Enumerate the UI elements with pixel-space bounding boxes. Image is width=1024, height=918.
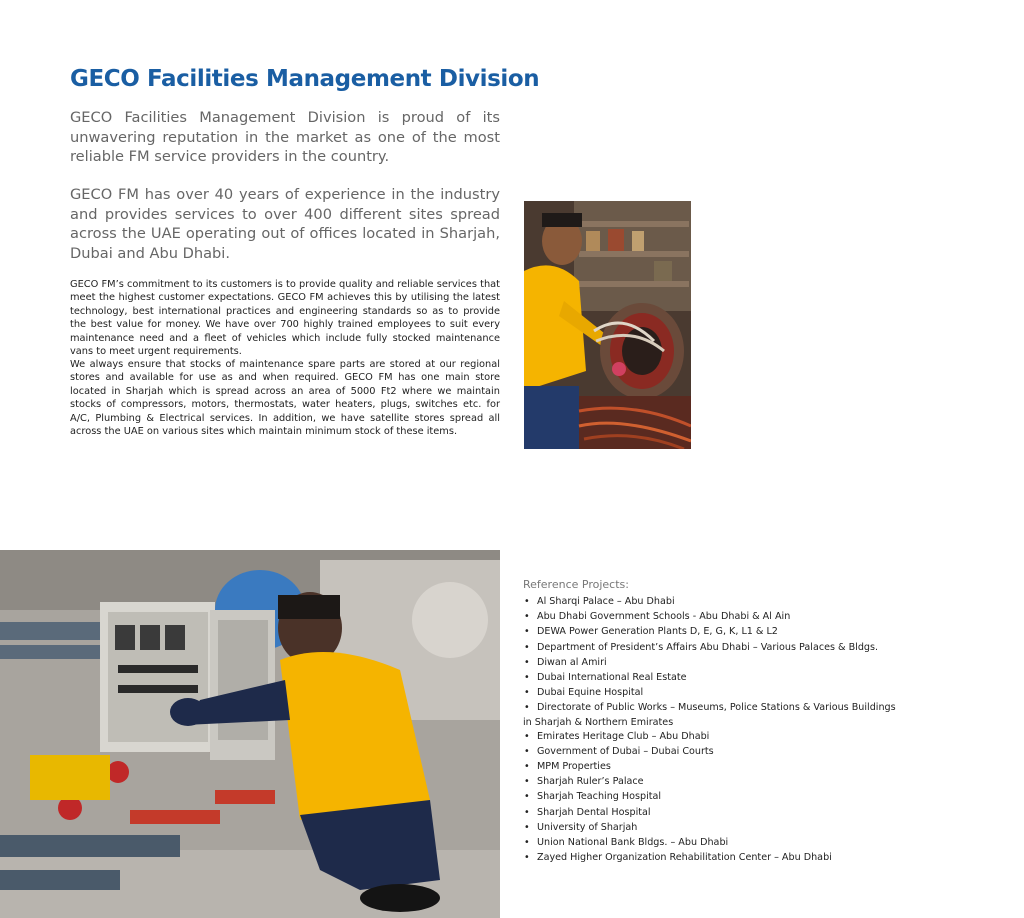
bullet-icon: • bbox=[524, 702, 530, 714]
list-item: • Diwan al Amiri bbox=[523, 655, 913, 670]
technician-control-panel-photo bbox=[0, 550, 500, 918]
bullet-icon: • bbox=[524, 687, 530, 699]
bullet-icon: • bbox=[524, 837, 530, 849]
list-item: • Abu Dhabi Government Schools - Abu Dhabi & Al Ain bbox=[523, 609, 913, 624]
list-item: • DEWA Power Generation Plants D, E, G, K, L1 & L2 bbox=[523, 624, 913, 639]
list-item: • Dubai International Real Estate bbox=[523, 670, 913, 685]
technician-motor-photo bbox=[524, 201, 691, 449]
bullet-icon: • bbox=[524, 656, 530, 668]
list-item: • Sharjah Dental Hospital bbox=[523, 805, 913, 820]
bullet-icon: • bbox=[524, 791, 530, 803]
list-item: • Sharjah Ruler’s Palace bbox=[523, 774, 913, 789]
bullet-icon: • bbox=[524, 596, 530, 607]
reference-projects-list bbox=[523, 594, 913, 865]
list-item: • Government of Dubai – Dubai Courts bbox=[523, 744, 913, 759]
list-item: • Directorate of Public Works – Museums, Police Stations & Various Buildings in Sharjah & Northern Emirates bbox=[523, 700, 913, 728]
list-item: • Zayed Higher Organization Rehabilitation Center – Abu Dhabi bbox=[523, 850, 913, 865]
bullet-icon: • bbox=[524, 626, 530, 638]
list-item: • Al Sharqi Palace – Abu Dhabi bbox=[523, 594, 913, 609]
commitment-paragraph: GECO FM’s commitment to its customers is to provide quality and reliable services that meet the highest customer expectations. GECO FM achieves this by utilising the latest technology, best international practices and engineering standards so as to provide the best value for money. We have over 700 highly trained employees to suit every maintenance need and a fleet of vehicles which include fully stocked maintenance vans to meet urgent requirements. bbox=[70, 279, 500, 358]
bullet-icon: • bbox=[524, 806, 530, 818]
stores-paragraph: We always ensure that stocks of maintenance spare parts are stored at our regional stores and available for use as and when required. GECO FM has one main store located in Sharjah which is spread across an area of 5000 Ft2 where we maintain stocks of compressors, motors, thermostats, water heaters, plugs, switches etc. for A/C, Plumbing & Electrical services. In addition, we have satellite stores spread all across the UAE on various sites which maintain minimum stock of these items. bbox=[70, 359, 500, 438]
page-title: GECO Facilities Management Division bbox=[70, 66, 540, 92]
bullet-icon: • bbox=[524, 852, 530, 864]
bullet-icon: • bbox=[524, 611, 530, 623]
bullet-icon: • bbox=[524, 821, 530, 833]
list-item: • Dubai Equine Hospital bbox=[523, 685, 913, 700]
bullet-icon: • bbox=[524, 761, 530, 773]
intro-paragraph: GECO Facilities Management Division is proud of its unwavering reputation in the market as one of the most reliable FM service providers in the country. bbox=[70, 109, 500, 166]
list-item: • Department of President’s Affairs Abu Dhabi – Various Palaces & Bldgs. bbox=[523, 640, 913, 655]
list-item: • Emirates Heritage Club – Abu Dhabi bbox=[523, 729, 913, 744]
experience-paragraph: GECO FM has over 40 years of experience in the industry and provides services to over 400 different sites spread across the UAE operating out of offices located in Sharjah, Dubai and Abu Dhabi. bbox=[70, 186, 500, 262]
reference-projects-heading: Reference Projects: bbox=[523, 578, 629, 591]
bullet-icon: • bbox=[524, 745, 530, 757]
list-item: • MPM Properties bbox=[523, 759, 913, 774]
bullet-icon: • bbox=[524, 776, 530, 788]
list-item: • University of Sharjah bbox=[523, 820, 913, 835]
bullet-icon: • bbox=[524, 641, 530, 653]
bullet-icon: • bbox=[524, 672, 530, 684]
reference-projects bbox=[523, 578, 913, 865]
bullet-icon: • bbox=[524, 730, 530, 742]
list-item: • Union National Bank Bldgs. – Abu Dhabi bbox=[523, 835, 913, 850]
list-item-continuation: in Sharjah & Northern Emirates bbox=[523, 716, 674, 728]
list-item: • Sharjah Teaching Hospital bbox=[523, 789, 913, 804]
